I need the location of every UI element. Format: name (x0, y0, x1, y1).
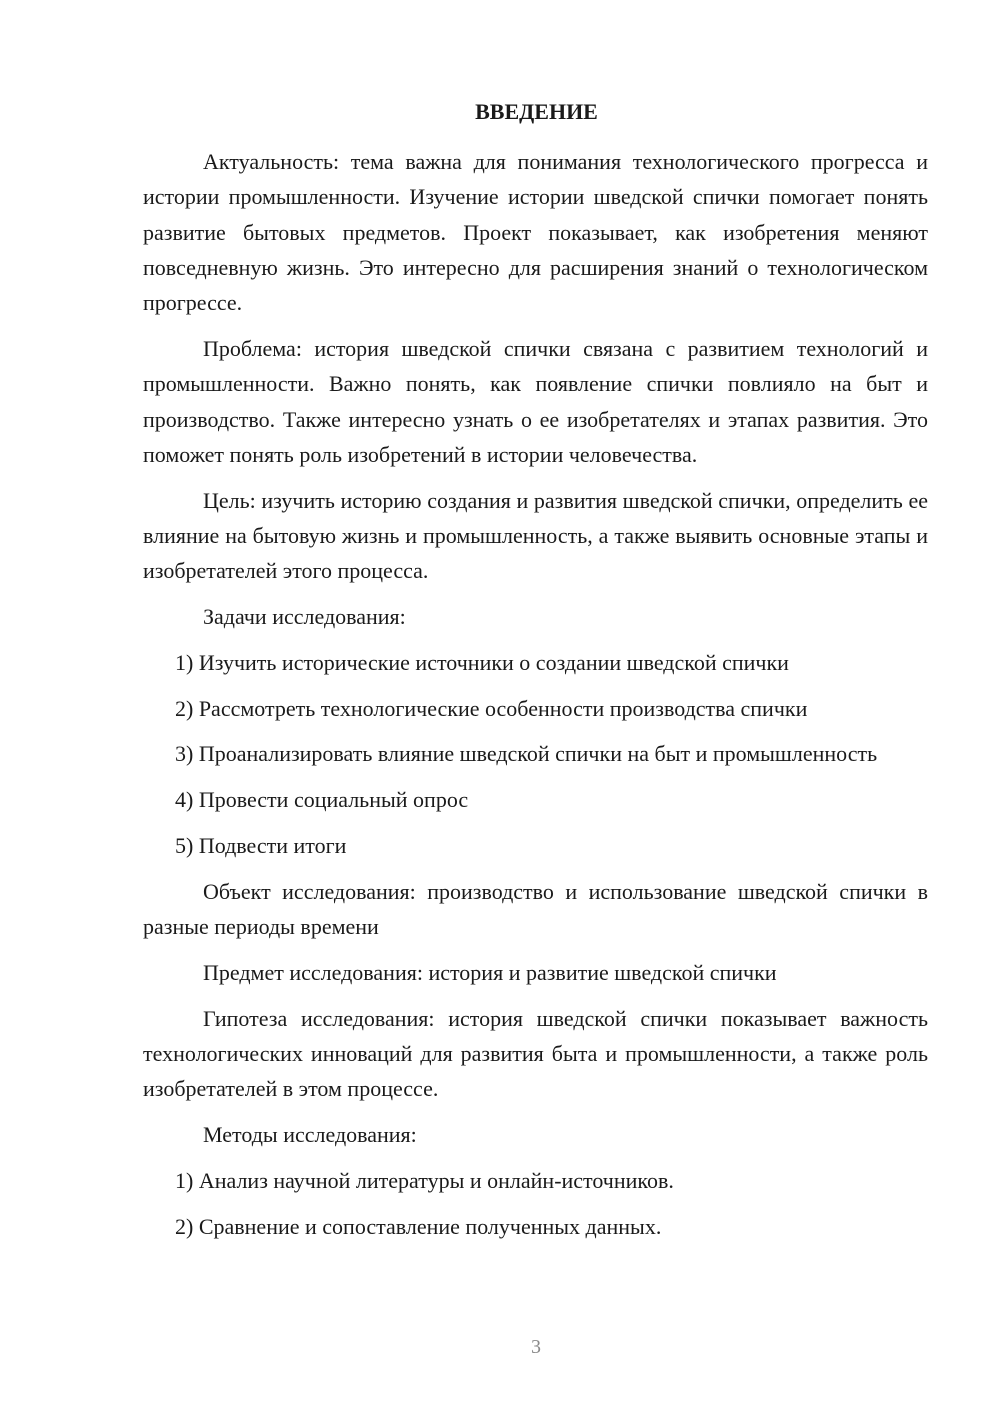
subject-paragraph: Предмет исследования: история и развитие шведской спички (203, 959, 777, 985)
page-content (143, 94, 928, 1255)
task-item-5: 5) Подвести итоги (175, 833, 347, 859)
page-title: ВВЕДЕНИЕ (475, 99, 598, 124)
task-item-1: 1) Изучить исторические источники о создании шведской спички (175, 649, 789, 675)
method-item-1: 1) Анализ научной литературы и онлайн-источников. (175, 1167, 674, 1193)
goal-paragraph: Цель: изучить историю создания и развития шведской спички, определить ее влияние на бытовую жизнь и промышленность, а также выявить основные этапы и изобретателей этого процесса. (143, 487, 928, 584)
task-item-2: 2) Рассмотреть технологические особенности производства спички (175, 695, 808, 721)
tasks-heading: Задачи исследования: (203, 604, 406, 630)
problem-paragraph: Проблема: история шведской спички связана с развитием технологий и промышленности. Важно понять, как появление спички повлияло на быт и производство. Также интересно узнать о ее изобретателях и этапах развития. Это поможет понять роль изобретений в истории человечества. (143, 335, 928, 467)
task-item-3: 3) Проанализировать влияние шведской спички на быт и промышленность (175, 741, 878, 767)
task-item-4: 4) Провести социальный опрос (175, 787, 469, 813)
relevance-paragraph: Актуальность: тема важна для понимания технологического прогресса и истории промышленности. Изучение истории шведской спички помогает понять развитие бытовых предметов. Проект показывает, как изобретения меняют повседневную жизнь. Это интересно для расширения знаний о технологическом прогрессе. (143, 149, 928, 316)
hypothesis-paragraph: Гипотеза исследования: история шведской спички показывает важность технологических инноваций для развития быта и промышленности, а также роль изобретателей в этом процессе. (143, 1005, 928, 1102)
methods-heading: Методы исследования: (203, 1122, 417, 1148)
method-item-2: 2) Сравнение и сопоставление полученных данных. (175, 1213, 662, 1239)
object-paragraph: Объект исследования: производство и использование шведской спички в разные периоды времени (143, 878, 928, 940)
page-number: 3 (531, 1336, 541, 1358)
